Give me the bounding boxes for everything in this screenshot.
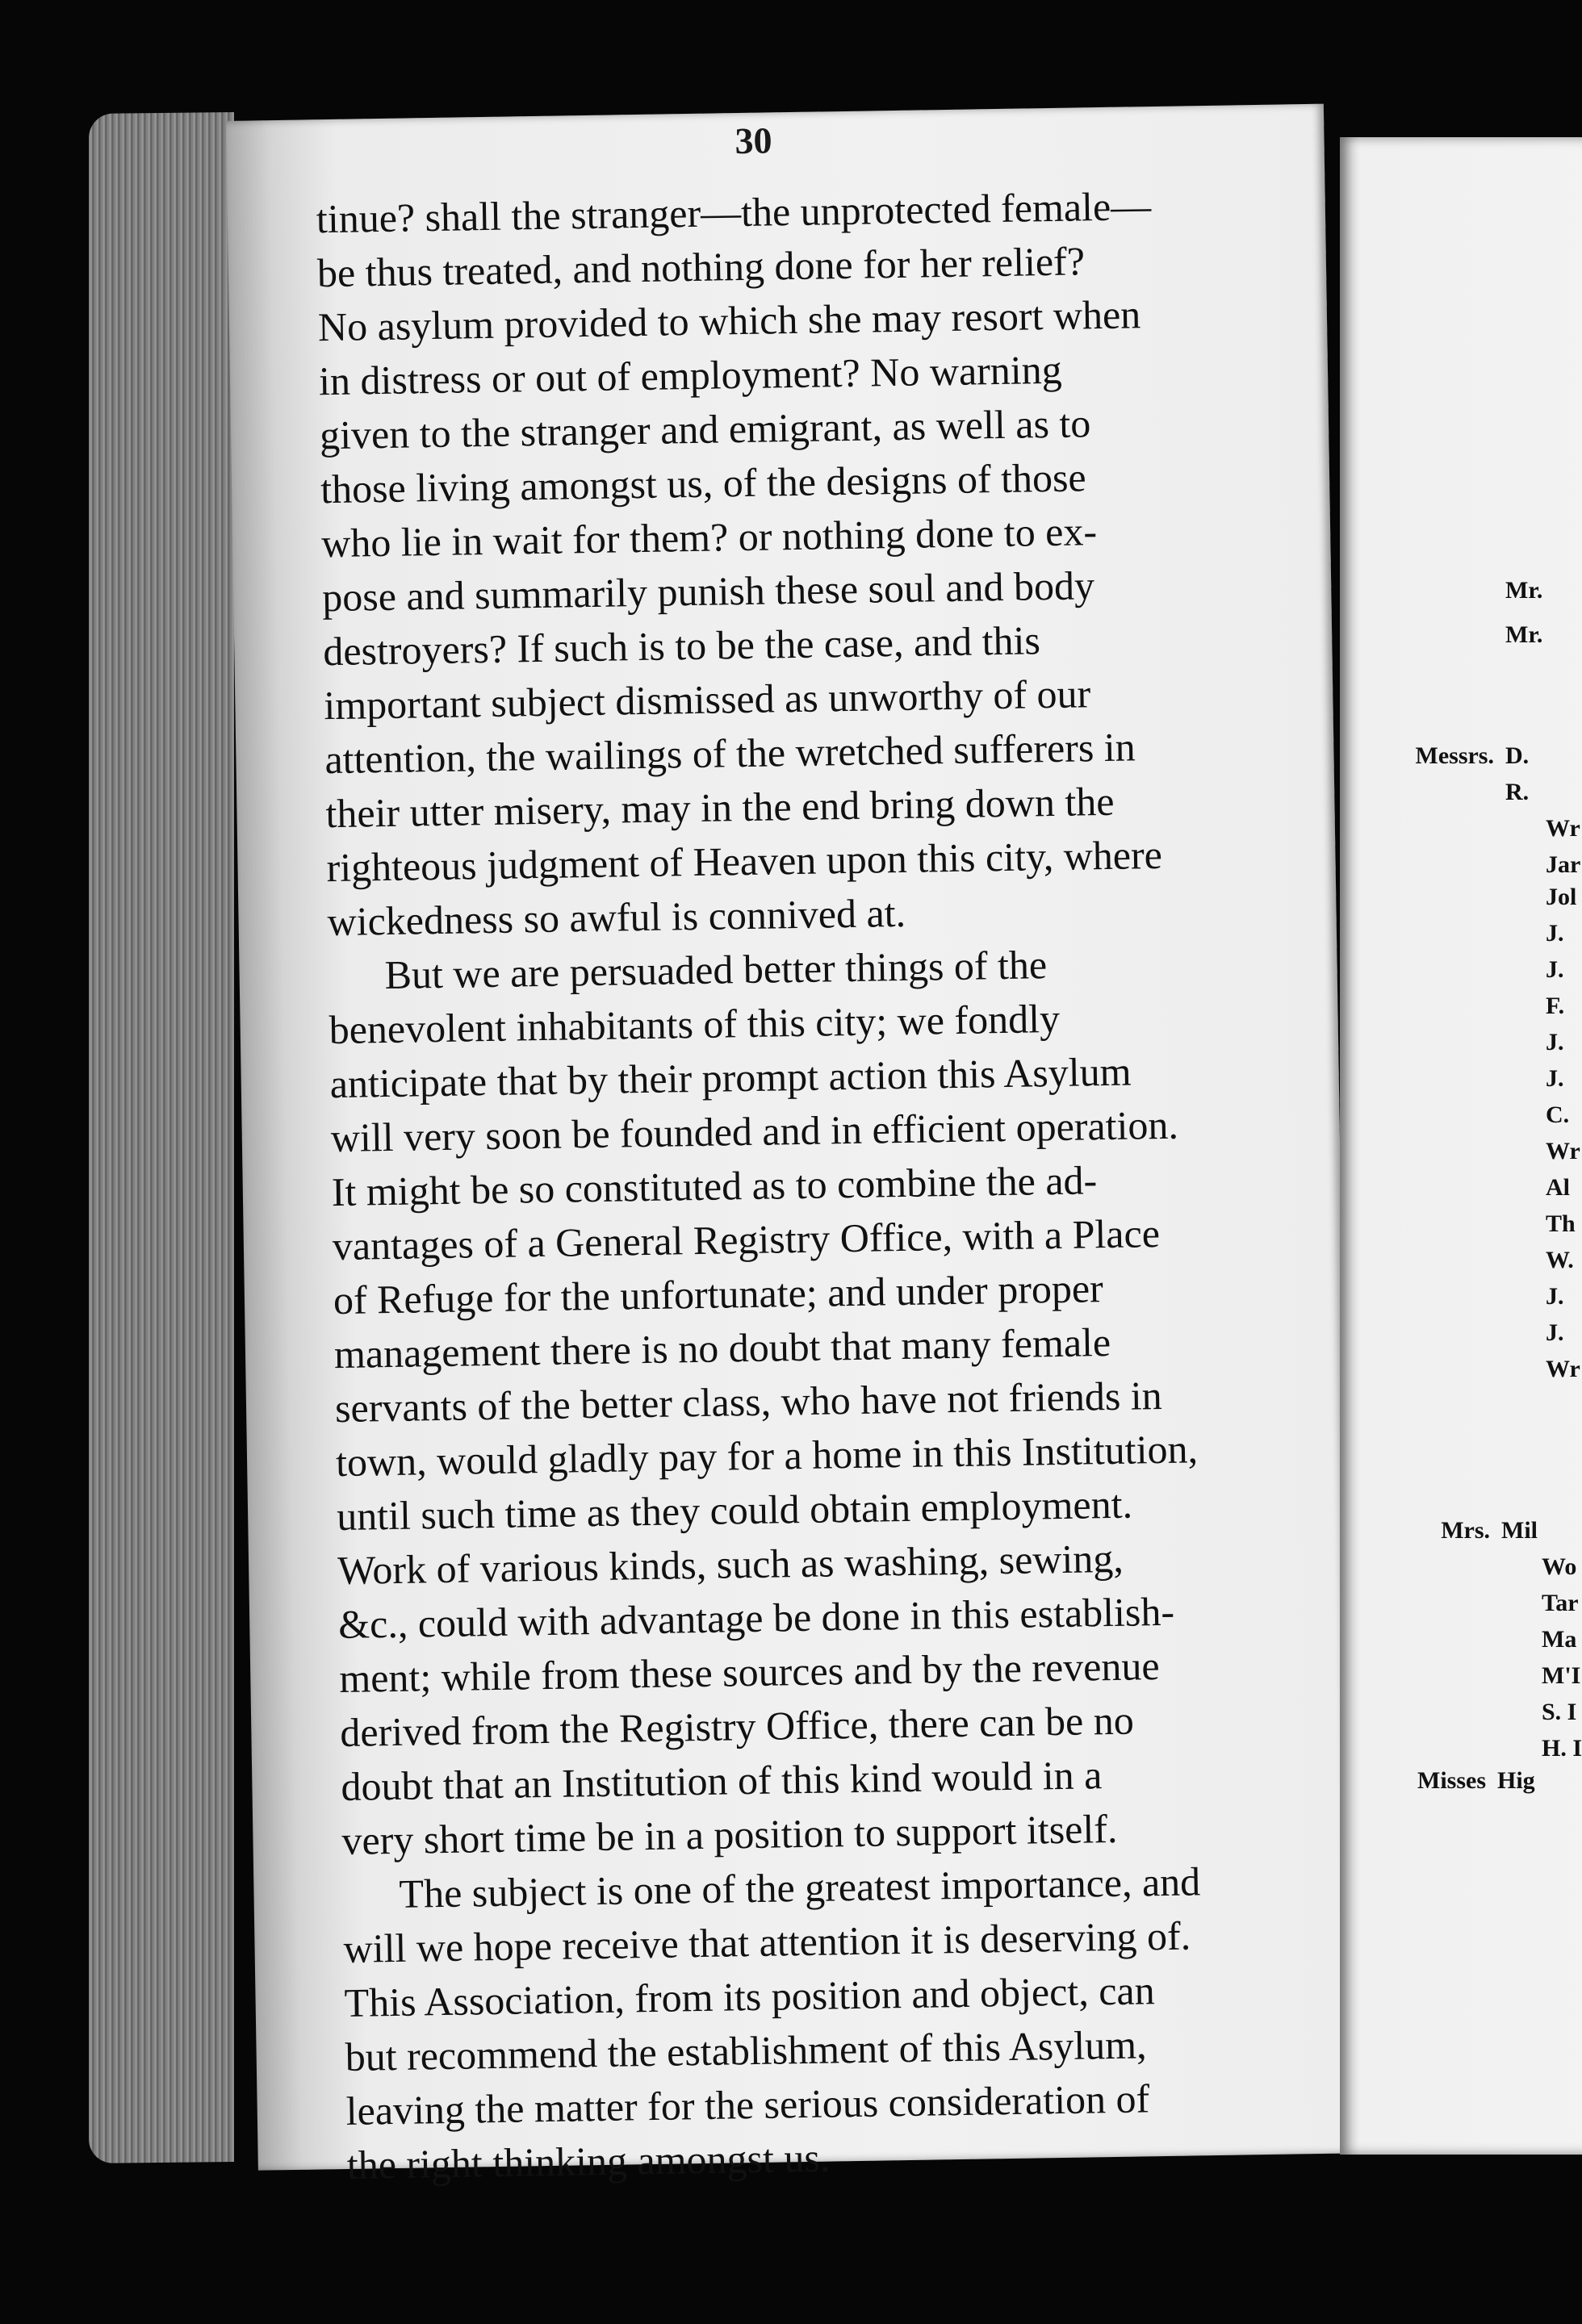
member-list-item: F.: [1546, 993, 1565, 1019]
member-list-item: M'I: [1542, 1662, 1581, 1689]
member-list-item: J.: [1546, 1029, 1564, 1055]
member-list-item: Th: [1546, 1210, 1576, 1237]
member-list-prefix: Messrs.: [1415, 742, 1494, 769]
member-list-item: Mr.: [1505, 577, 1543, 604]
member-list-item: J.: [1546, 920, 1564, 947]
member-list-item: Mil: [1501, 1517, 1538, 1544]
member-list-item: Jar: [1546, 851, 1581, 878]
member-list-prefix: Misses: [1417, 1767, 1486, 1794]
member-list-item: Jol: [1546, 884, 1577, 910]
member-list-item: J.: [1546, 956, 1564, 983]
page-number: 30: [734, 119, 772, 162]
member-list-item: R.: [1505, 779, 1530, 805]
member-list-item: Tar: [1542, 1590, 1579, 1616]
paragraph-3: The subject is one of the greatest importance, and will we hope receive that attention it is deserving of. This Association, from its position and object, can but recommend the establishment of this Asylum, leaving the matter for the serious consideration of the right thinking amongst us.: [343, 1858, 1201, 2188]
page-edge-stack: [89, 112, 234, 2163]
member-list-item: Al: [1546, 1174, 1570, 1201]
left-page: [226, 104, 1356, 2188]
member-list-item: Wr: [1546, 815, 1580, 842]
member-list-item: D.: [1505, 742, 1530, 769]
member-list-item: W.: [1546, 1247, 1574, 1273]
paragraph-1: tinue? shall the stranger—the unprotected female— be thus treated, and nothing done for her relief? No asylum provided to which she may resort when in distress or out of employment? No warning given to the stranger and emigrant, as well as to those living amongst us, of the designs of those who lie in wait for them? or nothing done to ex- pose and summarily punish these soul and body destroyers? If such is to be the case, and this important subject dismissed as unworthy of our attention, the wailings of the wretched sufferers in their utter misery, may in the end bring down the righteous judgment of Heaven upon this city, where wickedness so awful is connived at.: [316, 183, 1163, 945]
member-list-item: Wo: [1542, 1553, 1577, 1580]
member-list-item: H. I: [1542, 1735, 1582, 1762]
body-text: [316, 178, 1300, 2192]
paragraph-2: But we are persuaded better things of the benevolent inhabitants of this city; we fondly anticipate that by their prompt action this Asylum will very soon be founded and in efficient operation. It might be so constituted as to combine the ad- vantages of a General Registry Office, with a Place of Refuge for the unfortunate; and under proper management there is no doubt that many female servants of the better class, who have not friends in town, would gladly pay for a home in this Institution, until such time as they could obtain employment. Work of various kinds, such as washing, sewing, &c., could with advantage be done in this establish- ment; while from these sources and by the revenue derived from the Registry Office, there can be no doubt that an Institution of this kind would in a very short time be in a position to support itself.: [329, 942, 1199, 1864]
member-list-item: J.: [1546, 1319, 1564, 1346]
member-list-item: Wr: [1546, 1356, 1580, 1382]
member-list-item: S. I: [1542, 1699, 1577, 1725]
right-page: [1340, 137, 1582, 2155]
member-list-prefix: Mrs.: [1441, 1517, 1490, 1544]
member-list-item: J.: [1546, 1283, 1564, 1310]
member-list-item: C.: [1546, 1101, 1570, 1128]
member-list-item: Ma: [1542, 1626, 1577, 1653]
member-list-item: J.: [1546, 1065, 1564, 1092]
member-list-item: Wr: [1546, 1138, 1580, 1164]
member-list-item: Hig: [1497, 1767, 1535, 1794]
member-list-item: Mr.: [1505, 621, 1543, 648]
